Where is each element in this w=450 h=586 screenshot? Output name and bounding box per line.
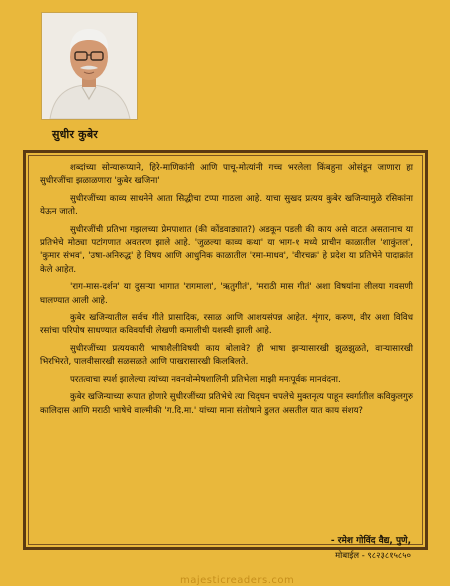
foreword-signature: - रमेश गोविंद वैद्य, पुणे, [330, 536, 411, 546]
foreword-paragraph: शब्दांच्या सोन्यारूप्याने, हिरे-माणिकांनी आणि पाचू-मोत्यांनी गच्च भरलेला किंबहुना ओसंडून जाणारा हा सुधीरजींचा झळाळणारा 'कुबेर खजिना' [40, 163, 413, 187]
foreword-mobile: मोबाईल - ९८२३८१५८५० [335, 550, 411, 560]
foreword-paragraph: सुधीरजींच्या प्रत्ययकारी भाषाशैलीविषयी काय बोलावे? ही भाषा झऱ्यासारखी झुळझुळते, वाऱ्यासारखी भिरभिरते, पालवीसारखी सळसळते आणि पाखरासारखी किलबिलते. [40, 343, 413, 368]
foreword-paragraph: कुबेर खजिन्याच्या रूपात होणारे सुधीरजींच्या प्रतिभेचे त्या चिद्‌घन चपलेचे मुक्तनृत्य पाहून स्वर्गातील कविकुलगुरु कालिदास आणि मराठी भाषेचे वाल्मीकी 'ग.दि.मा.' यांच्या माना संतोषाने डुलत असतील यात काय संशय? [40, 392, 413, 416]
author-name: सुधीर कुबेर [52, 128, 99, 141]
foreword-box [23, 150, 428, 560]
foreword-paragraph: 'राग-मास-दर्शन' या दुसऱ्या भागात 'रागमाला', 'ऋतुगीतं', 'मराठी मास गीतं' अशा विषयांना लीलया गवसणी घालण्यात आली आहे. [40, 282, 413, 306]
watermark: majesticreaders.com [180, 575, 295, 586]
foreword-paragraph: परतत्वाचा स्पर्श झालेल्या त्यांच्या नवनवोन्मेषशालिनी प्रतिभेला माझी मनःपूर्वक मानवंदना. [70, 374, 341, 385]
author-portrait-illustration [42, 13, 137, 119]
foreword-paragraph: कुबेर खजिन्यातील सर्वच गीते प्रासादिक, रसाळ आणि आशयसंपन्न आहेत. शृंगार, करुण, वीर अशा विविध रसांचा परिपोष साधण्यात कविवर्यांची लेखणी कमालीची यशस्वी झाली आहे. [40, 313, 413, 337]
foreword-paragraph: सुधीरजींची प्रतिभा गझलच्या प्रेमपाशात (की कोंडवाड्यात?) अडकून पडली की काय असे वाटत असतानाच या प्रतिभेचे मोठ्या पटांगणात अवतरण झाले आहे. 'जुळल्या काव्य कथा' या भाग-१ मध्ये प्राचीन काळातील 'शाकुंतल', 'कुमार संभव', 'उषा-अनिरुद्ध' हे विषय आणि आधुनिक काळातील 'रमा-माधव', 'वीरचक्र' हे प्रदेश या प्रतिभेने पादाक्रांत केले आहेत. [40, 224, 413, 275]
foreword-paragraph: सुधीरजींच्या काव्य साधनेने आता सिद्धीचा टप्पा गाठला आहे. याचा सुखद प्रत्यय कुबेर खजिन्यामुळे रसिकांना येऊन जातो. [40, 193, 413, 218]
author-photo [41, 12, 138, 120]
